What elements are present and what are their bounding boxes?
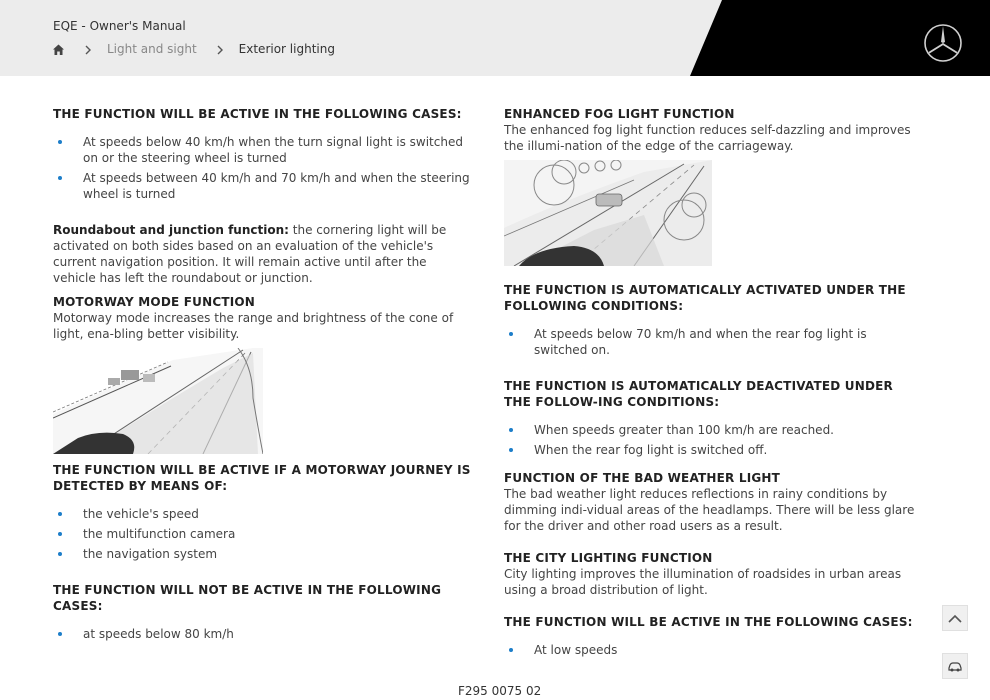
bullet-list: [504, 642, 920, 658]
section-heading: THE FUNCTION WILL BE ACTIVE IN THE FOLLOWING CASES:: [504, 615, 913, 629]
paragraph: The enhanced fog light function reduces self-dazzling and improves the illumi-nation of the edge of the carriageway.: [504, 123, 911, 153]
mercedes-star-icon: [923, 23, 963, 63]
bullet-list: [504, 326, 920, 358]
section-heading: THE FUNCTION WILL BE ACTIVE IF A MOTORWAY JOURNEY IS DETECTED BY MEANS OF:: [53, 463, 471, 493]
list-item: the vehicle's speed: [53, 506, 471, 522]
list-item: When speeds greater than 100 km/h are reached.: [504, 422, 920, 438]
section-heading: FUNCTION OF THE BAD WEATHER LIGHT: [504, 471, 781, 485]
chevron-right-icon: [215, 44, 225, 54]
left-column: [53, 106, 471, 646]
fog-light-illustration: [504, 160, 712, 266]
car-icon: [947, 657, 963, 676]
home-icon[interactable]: [52, 43, 65, 56]
list-item: When the rear fog light is switched off.: [504, 442, 920, 458]
section-heading: THE FUNCTION IS AUTOMATICALLY ACTIVATED UNDER THE FOLLOWING CONDITIONS:: [504, 283, 906, 313]
scroll-top-button[interactable]: [942, 605, 968, 631]
section-heading: THE CITY LIGHTING FUNCTION: [504, 551, 713, 565]
list-item: At low speeds: [504, 642, 920, 658]
paragraph: City lighting improves the illumination of roadsides in urban areas using a broad distribution of light.: [504, 567, 902, 597]
bullet-list: [504, 422, 920, 458]
motorway-illustration: [53, 348, 263, 454]
bullet-list: [53, 134, 471, 202]
breadcrumb-item-light-and-sight[interactable]: Light and sight: [107, 42, 197, 56]
section-heading: THE FUNCTION WILL BE ACTIVE IN THE FOLLOWING CASES:: [53, 107, 462, 121]
section-heading: THE FUNCTION WILL NOT BE ACTIVE IN THE FOLLOWING CASES:: [53, 583, 442, 613]
list-item: the navigation system: [53, 546, 471, 562]
roundabout-text: the cornering light will be activated on both sides based on an evaluation of the vehicle's current navigation position. It will remain active until after the vehicle has left the roundabout or junction.: [53, 223, 447, 285]
app-title: EQE - Owner's Manual: [53, 19, 186, 33]
list-item: At speeds below 40 km/h when the turn signal light is switched on or the steering wheel is turned: [53, 134, 471, 166]
list-item: at speeds below 80 km/h: [53, 626, 471, 642]
figure-code: F295 0075 02: [458, 684, 542, 698]
chevron-up-icon: [948, 609, 962, 628]
car-view-button[interactable]: [942, 653, 968, 679]
breadcrumb-item-exterior-lighting: Exterior lighting: [238, 42, 335, 56]
list-item: the multifunction camera: [53, 526, 471, 542]
paragraph: The bad weather light reduces reflections in rainy conditions by dimming indi-vidual areas of the headlamps. There will be less glare for the driver and other road users as a result.: [504, 487, 915, 533]
roundabout-label: Roundabout and junction function:: [53, 223, 289, 237]
chevron-right-icon: [83, 44, 93, 54]
list-item: At speeds below 70 km/h and when the rear fog light is switched on.: [504, 326, 920, 358]
section-heading: THE FUNCTION IS AUTOMATICALLY DEACTIVATED UNDER THE FOLLOW-ING CONDITIONS:: [504, 379, 893, 409]
right-column: [504, 106, 920, 662]
header-bar: [0, 0, 990, 76]
paragraph: Motorway mode increases the range and brightness of the cone of light, ena-bling better visibility.: [53, 311, 454, 341]
bullet-list: [53, 506, 471, 562]
breadcrumb: [52, 42, 335, 56]
section-heading: MOTORWAY MODE FUNCTION: [53, 295, 256, 309]
bullet-list: [53, 626, 471, 642]
section-heading: ENHANCED FOG LIGHT FUNCTION: [504, 107, 735, 121]
list-item: At speeds between 40 km/h and 70 km/h and when the steering wheel is turned: [53, 170, 471, 202]
roundabout-paragraph: [53, 222, 471, 286]
